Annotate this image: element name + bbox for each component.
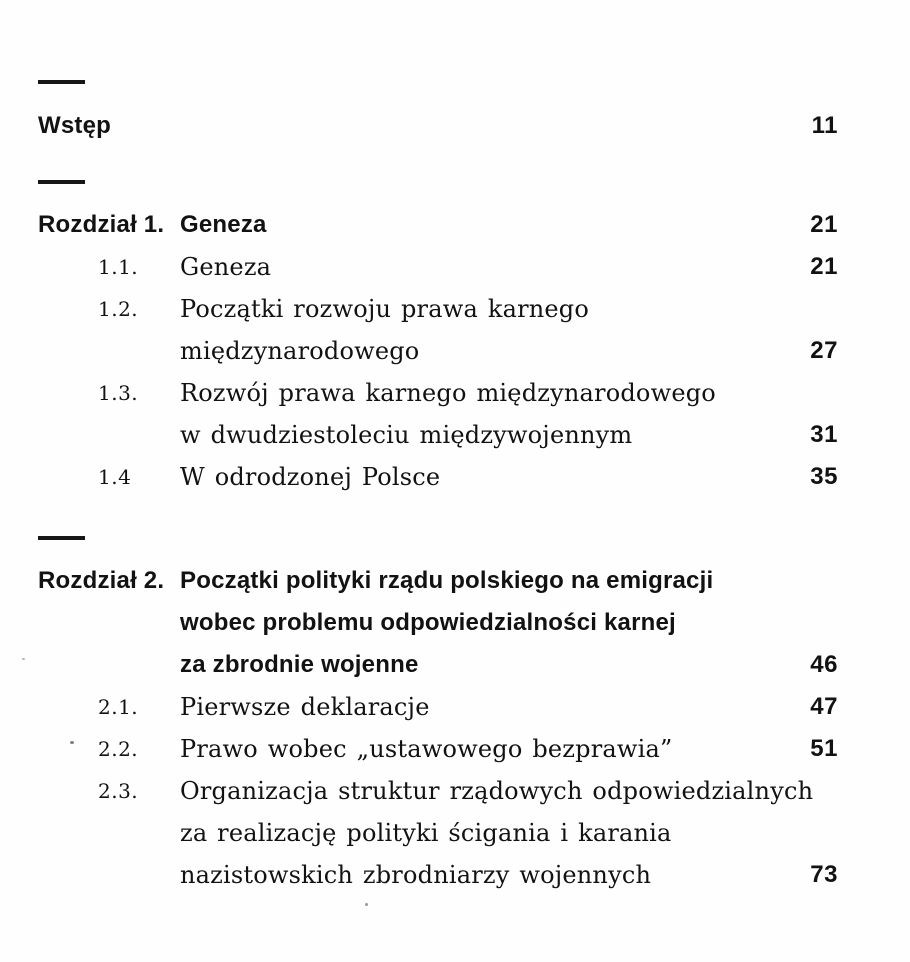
entry-title-line: Rozwój prawa karnego międzynarodowego — [180, 379, 716, 407]
chapter-title — [38, 105, 800, 147]
entry-title-line: nazistowskich zbrodniarzy wojennych — [180, 861, 652, 889]
entry-title — [180, 770, 814, 896]
chapter-title-line: Wstęp — [38, 112, 111, 139]
entry-title-line: Początki rozwoju prawa karnego — [180, 295, 590, 323]
table-of-contents — [0, 80, 910, 896]
entry-title — [180, 686, 798, 728]
entry-number: 2.2. — [98, 737, 139, 761]
page-number: 47 — [810, 693, 838, 720]
entry-title — [180, 288, 798, 372]
entry-number: 1.1. — [98, 255, 139, 279]
toc-entry-row — [0, 728, 910, 770]
page-number: 73 — [810, 861, 838, 888]
page-number: 46 — [810, 651, 838, 678]
chapter-title-line: Początki polityki rządu polskiego na emigracji — [180, 567, 714, 594]
chapter-title — [180, 204, 798, 246]
chapter-title-line: za zbrodnie wojenne — [180, 651, 419, 678]
toc-entry-row — [0, 246, 910, 288]
toc-entry-row — [0, 770, 910, 896]
entry-number: 1.4 — [98, 465, 132, 489]
entry-title — [180, 372, 798, 456]
page-number: 51 — [810, 735, 838, 762]
page-number: 21 — [810, 253, 838, 280]
toc-entry-row — [0, 686, 910, 728]
entry-title-line: za realizację polityki ścigania i karania — [180, 819, 672, 847]
chapter-heading-row — [0, 204, 910, 246]
entry-number: 2.3. — [98, 779, 139, 803]
entry-title-line: W odrodzonej Polsce — [180, 463, 441, 491]
entry-title-line: Geneza — [180, 253, 272, 281]
chapter-title — [180, 560, 798, 686]
page-number: 31 — [810, 421, 838, 448]
page-number: 11 — [811, 112, 838, 139]
chapter-heading-row — [0, 560, 910, 686]
section-body — [0, 105, 910, 147]
entry-number: 1.2. — [98, 297, 139, 321]
toc-section — [0, 536, 910, 896]
toc-entry-row — [0, 288, 910, 372]
entry-title-line: międzynarodowego — [180, 337, 420, 365]
entry-title — [180, 246, 798, 288]
chapter-label: Rozdział 1. — [38, 211, 165, 238]
page-number: 21 — [810, 211, 838, 238]
section-divider — [38, 180, 85, 184]
toc-entry-row — [0, 372, 910, 456]
chapter-title-line: Geneza — [180, 211, 267, 238]
entry-number: 2.1. — [98, 695, 139, 719]
chapter-label: Rozdział 2. — [38, 567, 165, 594]
section-divider — [38, 536, 85, 540]
toc-section — [0, 180, 910, 498]
scan-speck — [22, 658, 25, 660]
section-body — [0, 560, 910, 896]
page-number: 35 — [810, 463, 838, 490]
scan-speck — [365, 903, 368, 906]
entry-title-line: Pierwsze deklaracje — [180, 693, 430, 721]
entry-title-line: w dwudziestoleciu międzywojennym — [180, 421, 633, 449]
section-body — [0, 204, 910, 498]
section-divider — [38, 80, 85, 84]
chapter-heading-row — [0, 105, 910, 147]
chapter-title-line: wobec problemu odpowiedzialności karnej — [180, 609, 676, 636]
entry-number: 1.3. — [98, 381, 139, 405]
scan-speck — [70, 741, 74, 744]
page-number: 27 — [810, 337, 838, 364]
entry-title — [180, 456, 798, 498]
entry-title-line: Organizacja struktur rządowych odpowiedzialnych — [180, 777, 814, 805]
entry-title — [180, 728, 798, 770]
entry-title-line: Prawo wobec „ustawowego bezprawia” — [180, 735, 673, 763]
toc-entry-row — [0, 456, 910, 498]
toc-section — [0, 80, 910, 147]
